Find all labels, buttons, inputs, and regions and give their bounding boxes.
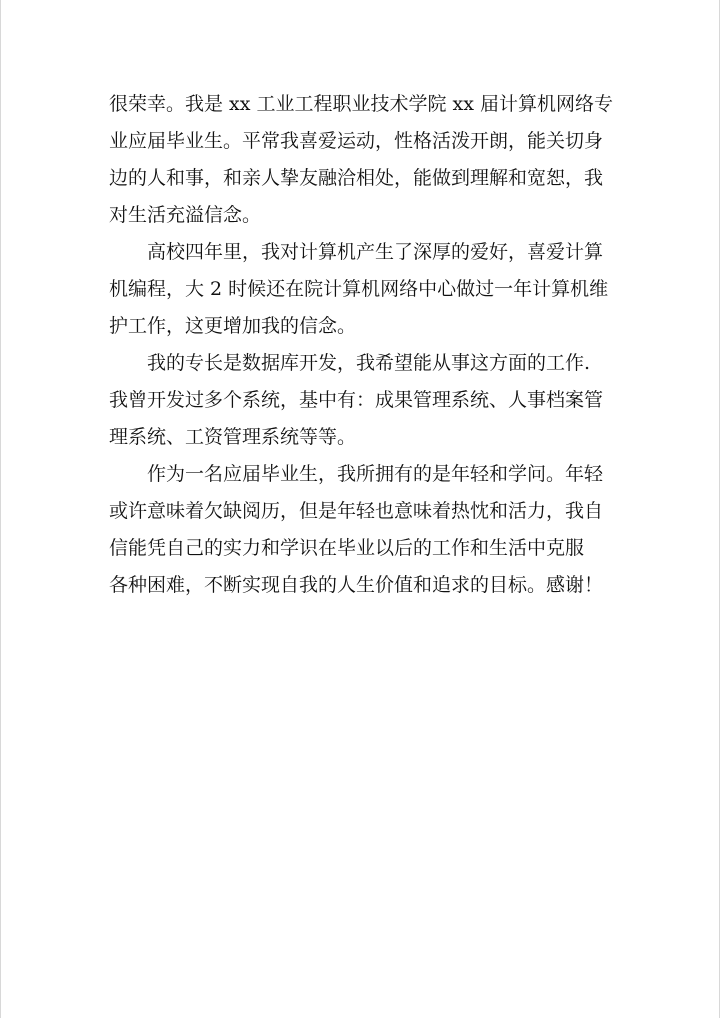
text-line: 业应届毕业生。平常我喜爱运动，性格活泼开朗，能关切身 xyxy=(109,130,604,152)
paragraph-2 xyxy=(109,234,614,345)
text-line: 对生活充溢信念。 xyxy=(109,204,262,226)
text-line: 我的专长是数据库开发，我希望能从事这方面的工作. xyxy=(147,352,591,374)
paragraph-1 xyxy=(109,86,614,234)
text-line: 理系统、工资管理系统等等。 xyxy=(109,426,357,448)
text-line: 作为一名应届毕业生，我所拥有的是年轻和学问。年轻 xyxy=(147,463,604,485)
text-line: 或许意味着欠缺阅历，但是年轻也意味着热忱和活力，我自 xyxy=(109,500,604,522)
text-line: 机编程，大 2 时候还在院计算机网络中心做过一年计算机维 xyxy=(109,278,609,300)
text-line: 各种困难，不断实现自我的人生价值和追求的目标。感谢！ xyxy=(109,574,604,596)
paragraph-4 xyxy=(109,456,614,604)
text-line: 信能凭自己的实力和学识在毕业以后的工作和生活中克服 xyxy=(109,537,585,559)
text-line: 很荣幸。我是 xx 工业工程职业技术学院 xx 届计算机网络专 xyxy=(109,93,614,115)
text-line: 我曾开发过多个系统，基中有：成果管理系统、人事档案管 xyxy=(109,389,604,411)
text-line: 高校四年里，我对计算机产生了深厚的爱好，喜爱计算 xyxy=(147,241,604,263)
text-line: 护工作，这更增加我的信念。 xyxy=(109,315,357,337)
document-body xyxy=(109,86,614,604)
paragraph-3 xyxy=(109,345,614,456)
text-line: 边的人和事，和亲人挚友融洽相处，能做到理解和宽恕，我 xyxy=(109,167,604,189)
